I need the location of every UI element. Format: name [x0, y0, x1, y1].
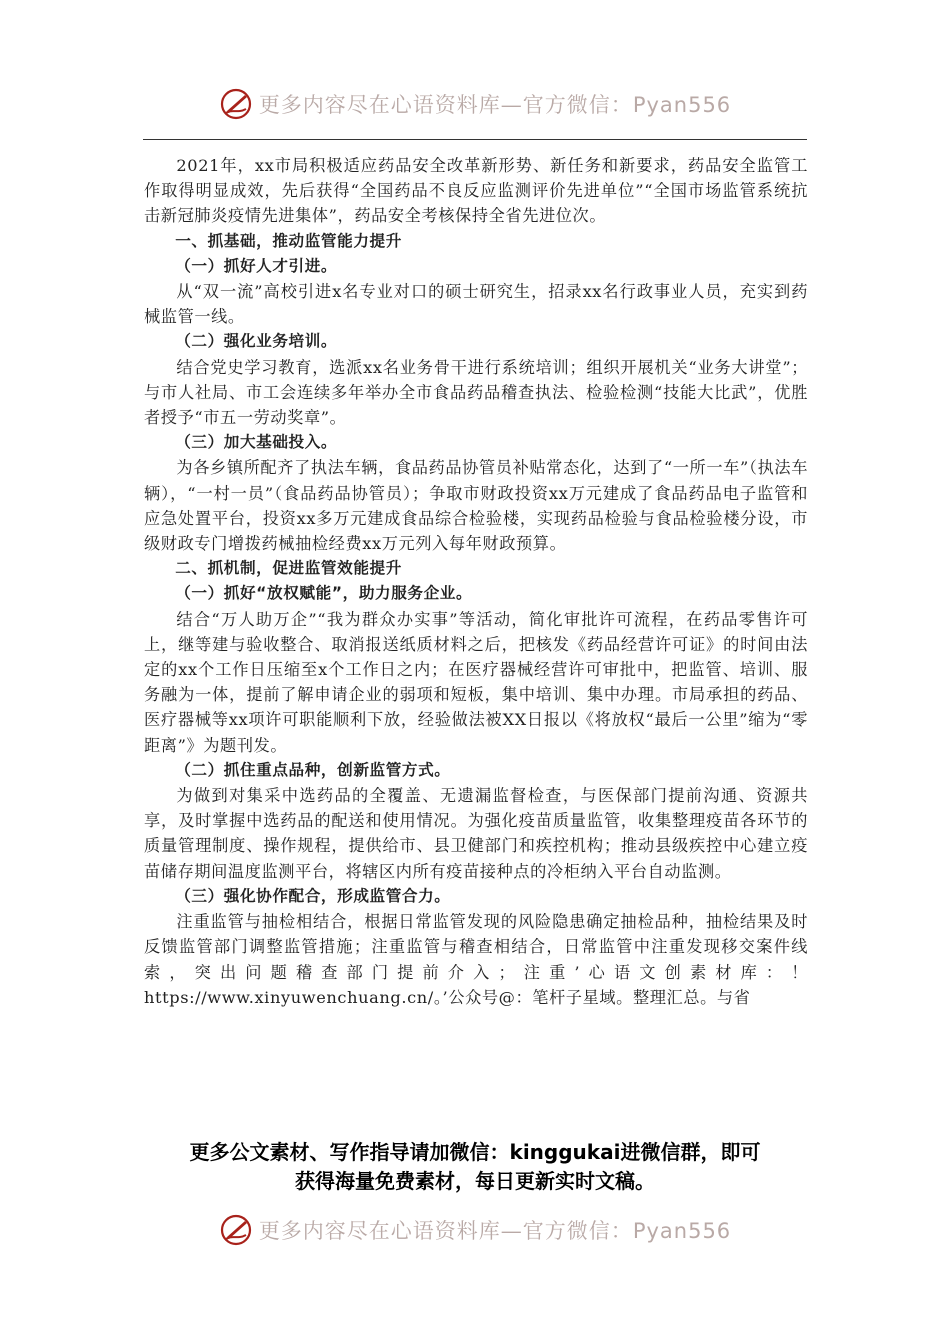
- body-paragraph: 2021年，xx市局积极适应药品安全改革新形势、新任务和新要求，药品安全监管工作取得明显成效，先后获得“全国药品不良反应监测评价先进单位”“全国市场监管系统抗击新冠肺炎疫情先进集体”，药品安全考核保持全省先进位次。: [144, 156, 808, 226]
- body-paragraph: 结合党史学习教育，选派xx名业务骨干进行系统培训；组织开展机关“业务大讲堂”；与市人社局、市工会连续多年举办全市食品药品稽查执法、检验检测“技能大比武”，优胜者授予“市五一劳动奖章”。: [144, 357, 808, 428]
- section-heading: （一）抓好人才引进。: [175, 256, 338, 275]
- promo-block: [0, 1138, 950, 1196]
- header-banner-text: 更多内容尽在心语资料库—官方微信：: [258, 93, 633, 117]
- promo-line-2: 获得海量免费素材，每日更新实时文稿。: [295, 1169, 655, 1193]
- section-heading: 一、抓基础，推动监管能力提升: [175, 231, 402, 250]
- section-heading: （二）抓住重点品种，创新监管方式。: [175, 760, 451, 779]
- header-banner: [0, 84, 950, 124]
- footer-wechat-account: Pyan556: [632, 1219, 732, 1243]
- document-body: [144, 153, 808, 1010]
- header-divider: [143, 139, 807, 140]
- section-heading: （一）抓好“放权赋能”，助力服务企业。: [175, 584, 473, 603]
- footer-banner: [0, 1210, 950, 1250]
- body-paragraph: 注重监管与抽检相结合，根据日常监管发现的风险隐患确定抽检品种，抽检结果及时反馈监管部门调整监管措施；注重监管与稽查相结合，日常监管中注重发现移交案件线索，突出问题稽查部门提前介入；注重’心语文创素材库：！https://www.xinyuwenchuang.cn/。’公众号@：笔杆子星域。整理汇总。与省: [144, 912, 808, 1007]
- promo-line-1: 更多公文素材、写作指导请加微信：kinggukai进微信群，即可: [189, 1140, 761, 1164]
- pen-logo-icon: [219, 87, 253, 121]
- pen-logo-icon: [219, 1213, 253, 1247]
- section-heading: （三）强化协作配合，形成监管合力。: [175, 886, 451, 905]
- section-heading: （三）加大基础投入。: [175, 433, 338, 452]
- section-heading: 二、抓机制，促进监管效能提升: [175, 559, 402, 578]
- body-paragraph: 为做到对集采中选药品的全覆盖、无遗漏监督检查，与医保部门提前沟通、资源共享，及时掌握中选药品的配送和使用情况。为强化疫苗质量监管，收集整理疫苗各环节的质量管理制度、操作规程，提供给市、县卫健部门和疾控机构；推动县级疾控中心建立疫苗储存期间温度监测平台，将辖区内所有疫苗接种点的冷柜纳入平台自动监测。: [144, 786, 808, 881]
- section-heading: （二）强化业务培训。: [175, 332, 338, 351]
- header-wechat-account: Pyan556: [632, 93, 732, 117]
- body-paragraph: 结合“万人助万企”“我为群众办实事”等活动，简化审批许可流程，在药品零售许可上，继等建与验收整合、取消报送纸质材料之后，把核发《药品经营许可证》的时间由法定的xx个工作日压缩至x个工作日之内；在医疗器械经营许可审批中，把监管、培训、服务融为一体，提前了解申请企业的弱项和短板，集中培训、集中办理。市局承担的药品、医疗器械等xx项许可职能顺利下放，经验做法被XX日报以《将放权“最后一公里”缩为“零距离”》为题刊发。: [144, 609, 808, 755]
- body-paragraph: 为各乡镇所配齐了执法车辆，食品药品协管员补贴常态化，达到了“一所一车”（执法车辆），“一村一员”（食品药品协管员）；争取市财政投资xx万元建成了食品药品电子监管和应急处置平台，投资xx多万元建成食品综合检验楼，实现药品检验与食品检验楼分设，市级财政专门增拨药械抽检经费xx万元列入每年财政预算。: [144, 458, 808, 554]
- body-paragraph: 从“双一流”高校引进x名专业对口的硕士研究生，招录xx名行政事业人员，充实到药械监管一线。: [144, 282, 808, 327]
- footer-banner-text: 更多内容尽在心语资料库—官方微信：: [258, 1219, 633, 1243]
